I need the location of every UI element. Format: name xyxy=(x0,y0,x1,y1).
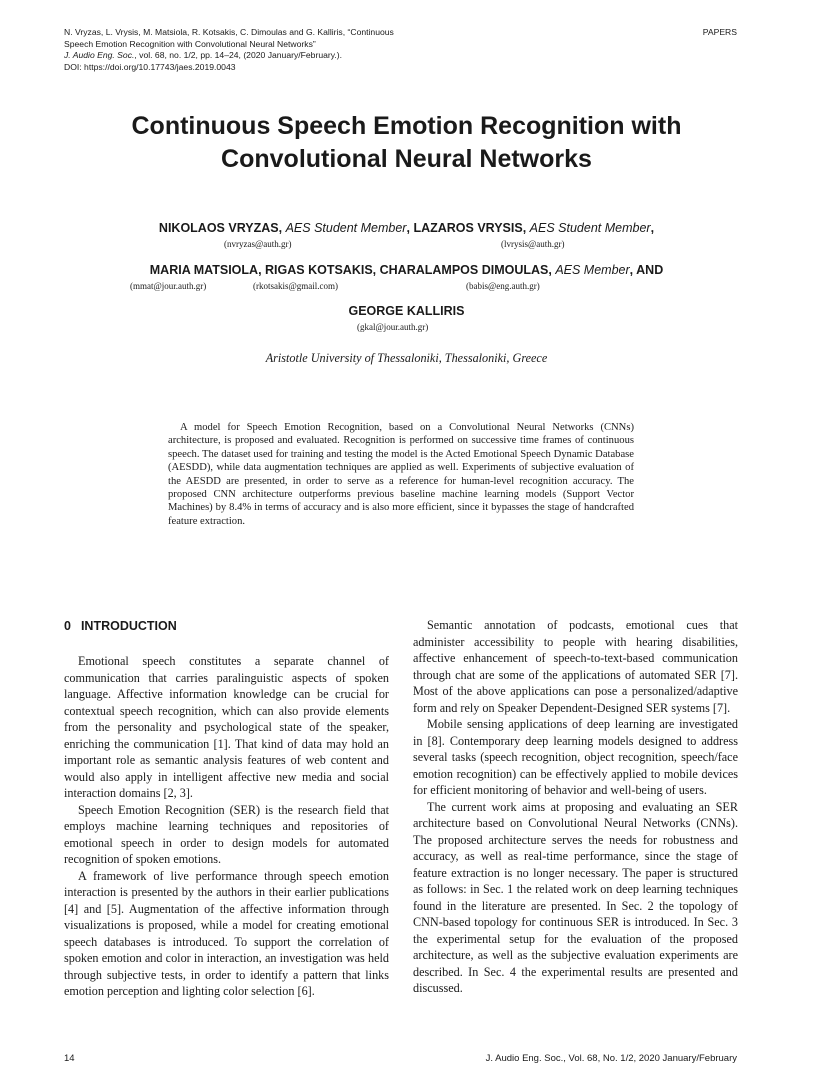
author-email: (lvrysis@auth.gr) xyxy=(501,239,565,249)
left-column xyxy=(64,617,389,1000)
affiliation: Aristotle University of Thessaloniki, Thessaloniki, Greece xyxy=(265,351,548,365)
citation-journal-line xyxy=(64,50,504,62)
paragraph: Mobile sensing applications of deep learning are investigated in [8]. Contemporary deep learning models designed to address several tasks (speech recognition, object recognition, speech/face emotion recognition) can be effectively applied to mobile devices for efficient monitoring of behavior and well-being of users. xyxy=(413,717,738,797)
paragraph: Speech Emotion Recognition (SER) is the research field that employs machine learning techniques and repositories of emotional speech in order to design models for automated recognition of spoken emotions. xyxy=(64,802,389,866)
right-column xyxy=(413,617,738,997)
citation-block xyxy=(64,27,504,73)
author-email: (gkal@jour.auth.gr) xyxy=(357,322,429,332)
abstract-text: A model for Speech Emotion Recognition, based on a Convolutional Neural Networks (CNNs) architecture, is proposed and evaluated. Recognition is performed on successive time frames of continuous speech. The dataset used for training and testing the model is the Acted Emotional Speech Dynamic Database (AESDD), while data augmentation techniques are applied as well. Experiments of subjective evaluation of the AESDD are presented, in order to serve as a reference for human-level recognition accuracy. The proposed CNN architecture outperforms previous baseline machine learning models (Support Vector Machines) by 8.4% in terms of accuracy and is also more efficient, since it bypasses the stage of handcrafted feature extraction. xyxy=(168,422,634,527)
author-line xyxy=(0,221,813,235)
paper-title xyxy=(40,110,773,176)
author-names: MARIA MATSIOLA, RIGAS KOTSAKIS, CHARALAMPOS DIMOULAS, xyxy=(149,263,552,277)
author-email: (rkotsakis@gmail.com) xyxy=(253,281,339,291)
section-label: PAPERS xyxy=(702,27,737,37)
abstract xyxy=(168,421,634,528)
page-number: 14 xyxy=(64,1053,75,1064)
author-name: NIKOLAOS VRYZAS, xyxy=(158,221,283,235)
author-email: (mmat@jour.auth.gr) xyxy=(130,281,207,291)
paragraph: A framework of live performance through speech emotion interaction is presented by the authors in their earlier publications [4] and [5]. Augmentation of the affective information through visualizations is proposed, while a model for creating emotional speech databases is introduced. To support the correlation of spoken emotion and color in interaction, an investigation was held through subjective tests, in order to identify a pattern that links emotion perception and lighting color selection [6]. xyxy=(64,868,389,998)
doi: DOI: https://doi.org/10.17743/jaes.2019.0043 xyxy=(64,61,236,72)
section-heading xyxy=(64,617,389,635)
member-grade: AES Member xyxy=(555,263,630,277)
author-punct: , AND xyxy=(629,263,664,277)
author-punct: , xyxy=(650,221,655,235)
section-title: INTRODUCTION xyxy=(80,619,177,633)
paragraph: Emotional speech constitutes a separate channel of communication that carries paralinguistic aspects of spoken language. Affective information knowledge can be crucial for contextual speech recognition, which can also provide elements from the personality and psychological state of the speaker, enriching the communication [1]. That kind of data may hold an important role as semantic analysis features of web content and would also apply in intelligent affective new media and social interaction domains [2, 3]. xyxy=(64,654,389,800)
member-grade: AES Student Member xyxy=(285,221,407,235)
author-email: (nvryzas@auth.gr) xyxy=(224,239,292,249)
journal-details: , vol. 68, no. 1/2, pp. 14–24, (2020 January/February.). xyxy=(134,50,343,60)
author-line xyxy=(0,263,813,277)
author-name: GEORGE KALLIRIS xyxy=(348,304,465,318)
author-line xyxy=(0,304,813,318)
author-email: (babis@eng.auth.gr) xyxy=(466,281,540,291)
journal-name: J. Audio Eng. Soc. xyxy=(64,50,135,60)
member-grade: AES Student Member xyxy=(529,221,651,235)
paragraph: The current work aims at proposing and evaluating an SER architecture based on Convolutional Neural Networks (CNNs). The proposed architecture serves the needs for robustness and accuracy, as well as real-time performance, since the stage of feature extraction is no longer necessary. The paper is structured as follows: in Sec. 1 the related work on deep learning techniques found in the literature are presented. In Sec. 2 the topology of CNN-based topology for continuous SER is introduced. In Sec. 3 the experimental setup for the evaluation of the proposed architecture, as well as the subjective evaluation experiments are described. In Sec. 4 the experimental results are presented and discussed. xyxy=(413,799,738,995)
citation-line: Speech Emotion Recognition with Convolutional Neural Networks” xyxy=(64,38,316,49)
footer-journal: J. Audio Eng. Soc., Vol. 68, No. 1/2, 2020 January/February xyxy=(485,1053,737,1064)
author-name: LAZAROS VRYSIS, xyxy=(413,221,527,235)
title-line: Continuous Speech Emotion Recognition with xyxy=(131,112,682,140)
title-line: Convolutional Neural Networks xyxy=(221,145,592,173)
citation-line: N. Vryzas, L. Vrysis, M. Matsiola, R. Kotsakis, C. Dimoulas and G. Kalliris, “Continuous xyxy=(64,27,394,37)
author-separator: , xyxy=(406,221,414,235)
paragraph: Semantic annotation of podcasts, emotional cues that administer accessibility to people with hearing disabilities, affective enhancement of speech-to-text-based communication through chat are some of the applications of automated SER [7]. Most of the above applications can pose a personalized/adaptive form and rely on Speaker Dependent-Designed SER systems [7]. xyxy=(413,618,738,715)
section-number: 0 xyxy=(64,619,71,633)
